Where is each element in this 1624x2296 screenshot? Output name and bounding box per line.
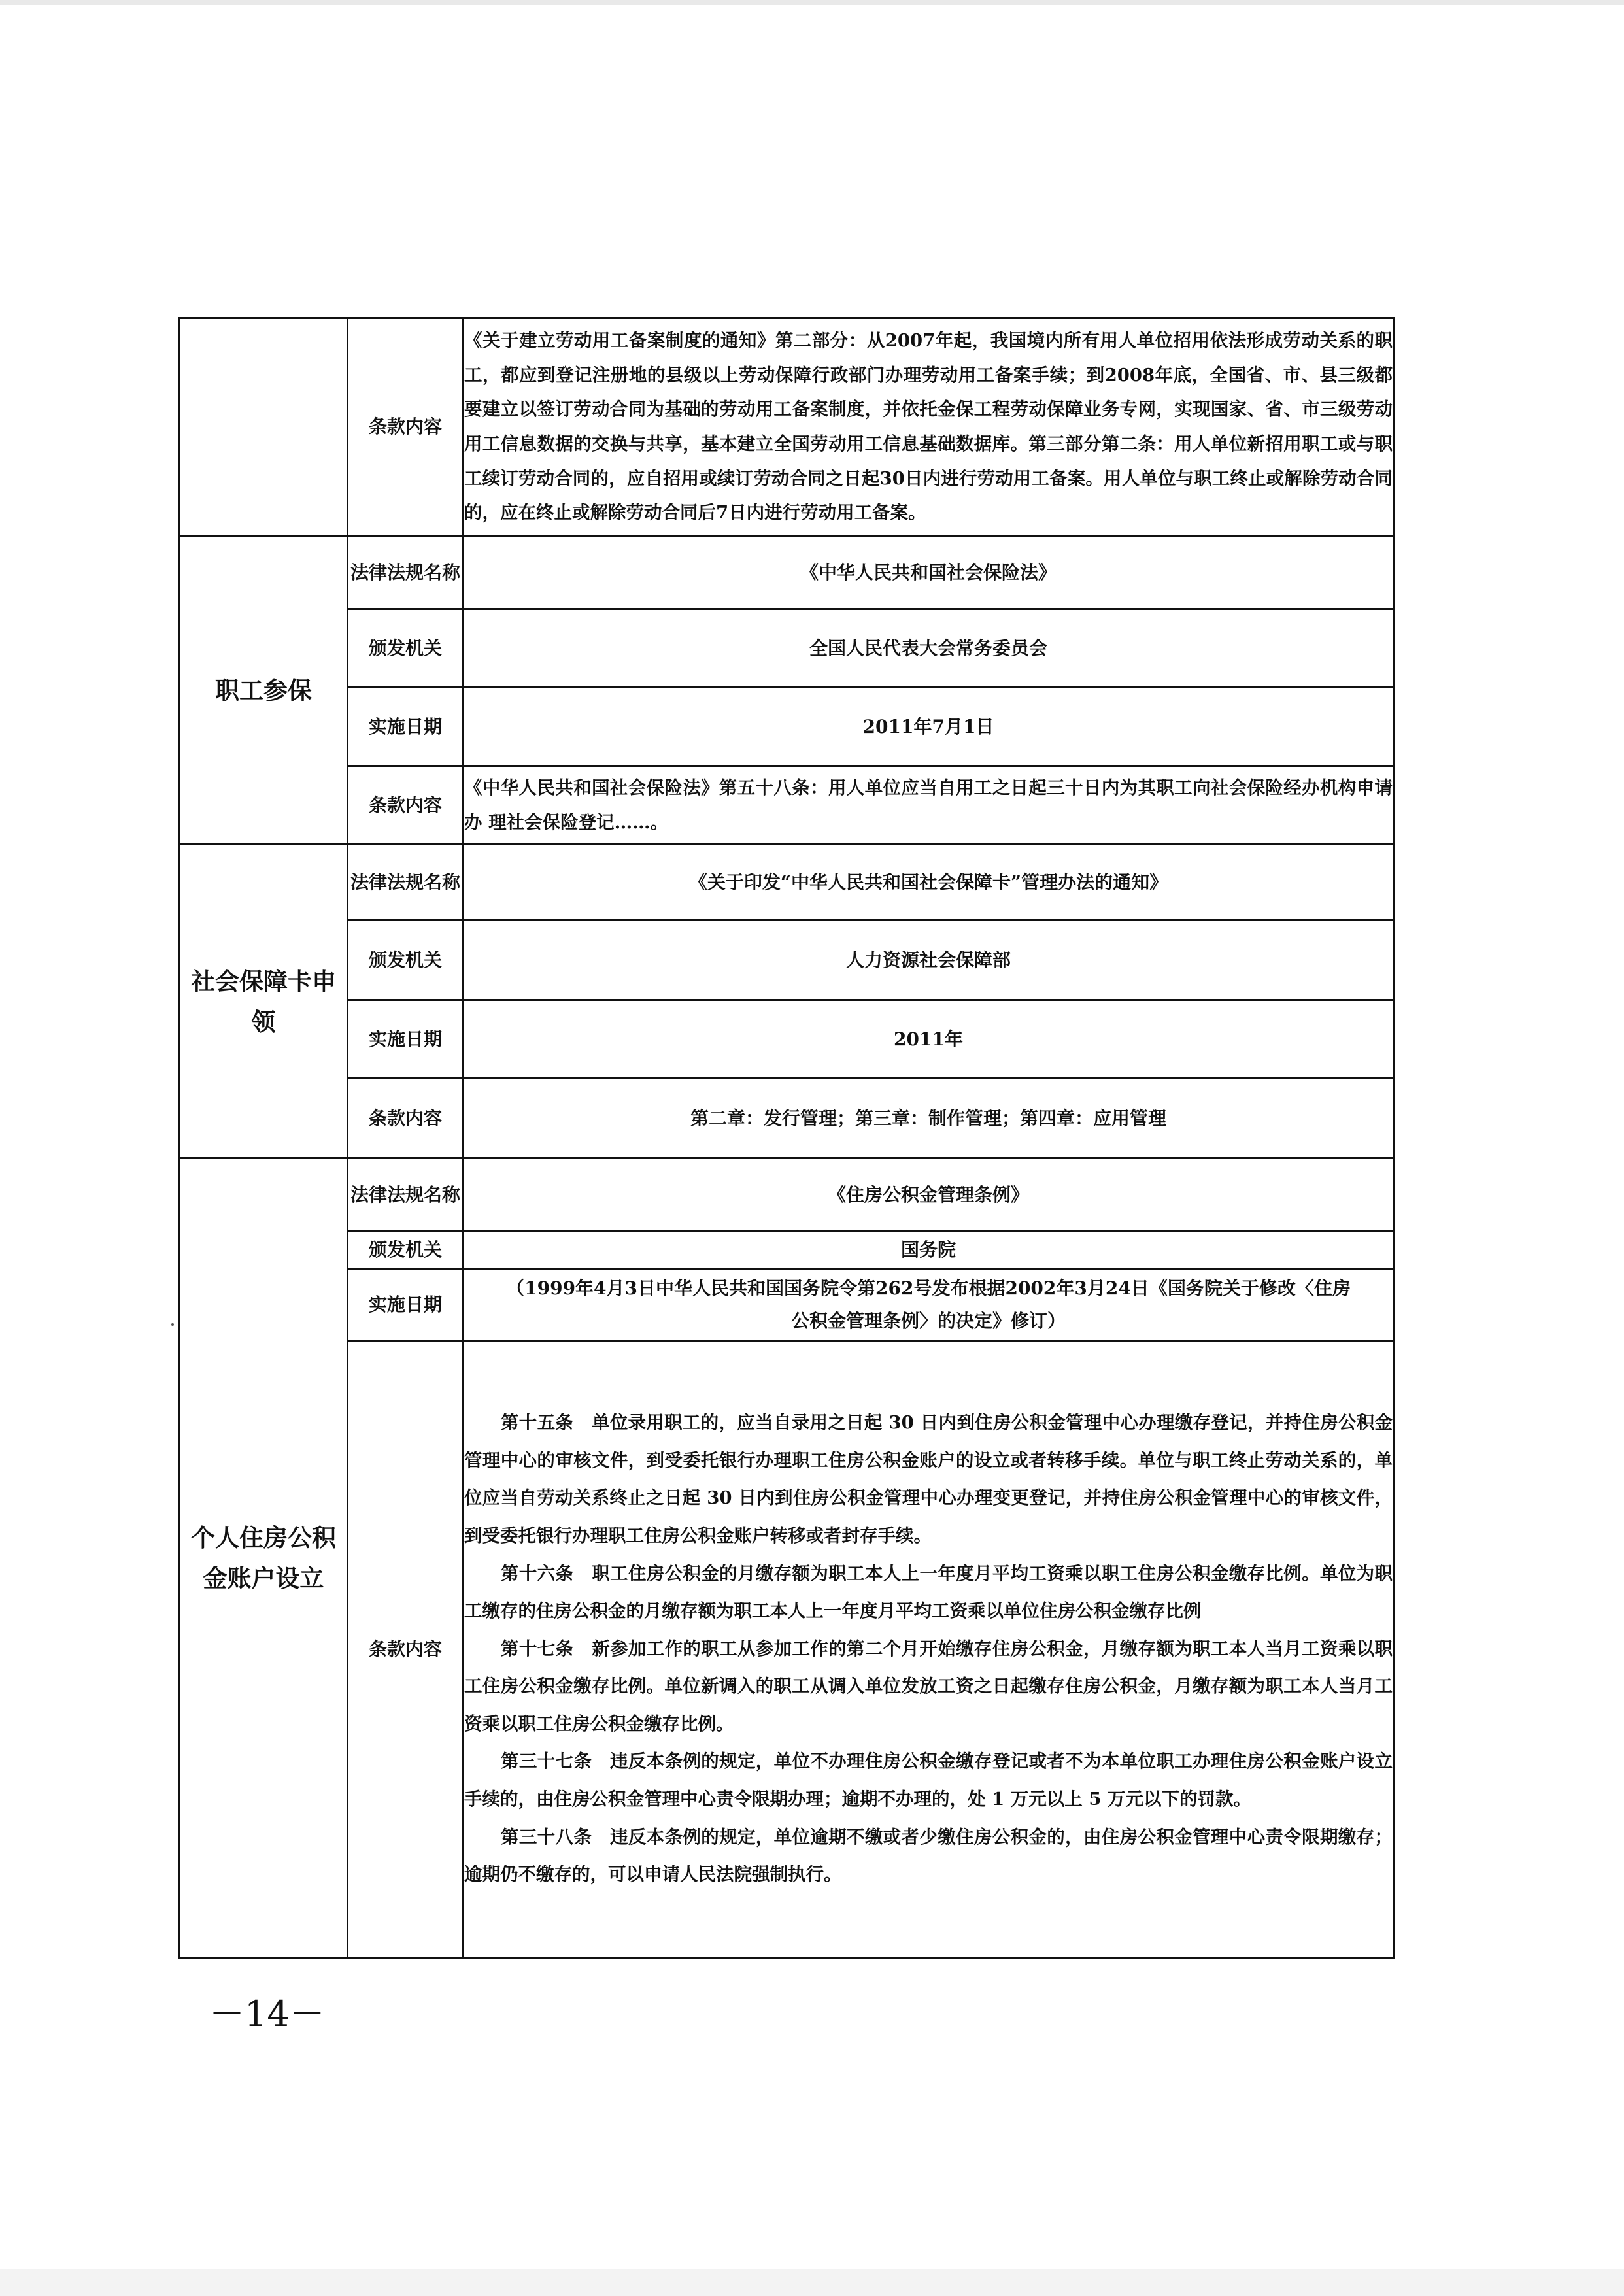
table-row: [180, 609, 1394, 688]
law-name: 《住房公积金管理条例》: [464, 1158, 1394, 1232]
clause-content: 第二章：发行管理；第三章：制作管理；第四章：应用管理: [464, 1079, 1394, 1158]
row-label: 法律法规名称: [348, 536, 464, 609]
clause-paragraph: 第三十七条 违反本条例的规定，单位不办理住房公积金缴存登记或者不为本单位职工办理住房公积金账户设立手续的，由住房公积金管理中心责令限期办理；逾期不办理的，处 1 万元以上 5 万元以下的罚款。: [464, 1751, 1393, 1810]
table-row: [180, 1232, 1394, 1269]
row-label: 条款内容: [348, 766, 464, 845]
row-label: 实施日期: [348, 688, 464, 766]
clause-paragraph: 第十五条 单位录用职工的，应当自录用之日起 30 日内到住房公积金管理中心办理缴存登记，并持住房公积金管理中心的审核文件，到受委托银行办理职工住房公积金账户的设立或者转移手续。单位与职工终止劳动关系的，单位应当自劳动关系终止之日起 30 日内到住房公积金管理中心办理变更登记，并持住房公积金管理中心的审核文件，到受委托银行办理职工住房公积金账户转移或者封存手续。: [464, 1412, 1393, 1546]
table-row: [180, 1269, 1394, 1341]
clause-paragraph: 第三十八条 违反本条例的规定，单位逾期不缴或者少缴住房公积金的，由住房公积金管理中心责令限期缴存；逾期仍不缴存的，可以申请人民法院强制执行。: [464, 1826, 1393, 1885]
table-row: [180, 1341, 1394, 1958]
clause-paragraph: 第十六条 职工住房公积金的月缴存额为职工本人上一年度月平均工资乘以职工住房公积金缴存比例。单位为职工缴存的住房公积金的月缴存额为职工本人上一年度月平均工资乘以单位住房公积金缴存比例: [464, 1562, 1393, 1622]
table-row: [180, 1158, 1394, 1232]
clause-paragraph: 第十七条 新参加工作的职工从参加工作的第二个月开始缴存住房公积金，月缴存额为职工本人当月工资乘以职工住房公积金缴存比例。单位新调入的职工从调入单位发放工资之日起缴存住房公积金，月缴存额为职工本人当月工资乘以职工住房公积金缴存比例。: [464, 1638, 1393, 1734]
table-row: [180, 766, 1394, 845]
clause-content: [464, 318, 1394, 536]
clause-content: [464, 766, 1394, 845]
row-label: 法律法规名称: [348, 1158, 464, 1232]
law-name: 《中华人民共和国社会保险法》: [464, 536, 1394, 609]
row-label: 实施日期: [348, 1269, 464, 1341]
category-cell: [180, 318, 348, 536]
row-label: 颁发机关: [348, 1232, 464, 1269]
issuing-authority: 全国人民代表大会常务委员会: [464, 609, 1394, 688]
category-cell: 职工参保: [180, 536, 348, 845]
table-row: [180, 1079, 1394, 1158]
row-label: 条款内容: [348, 1079, 464, 1158]
regulation-table: [178, 317, 1395, 1959]
row-label: 颁发机关: [348, 920, 464, 1000]
category-cell: 个人住房公积金账户设立: [180, 1158, 348, 1958]
row-label: 实施日期: [348, 1000, 464, 1079]
scan-edge-top: [0, 0, 1624, 5]
effective-date: 2011年7月1日: [464, 688, 1394, 766]
row-label: 颁发机关: [348, 609, 464, 688]
table-row: [180, 688, 1394, 766]
table-row: [180, 1000, 1394, 1079]
scan-edge-bottom: [0, 2269, 1624, 2296]
table-row: [180, 845, 1394, 920]
scan-speck: [171, 1323, 174, 1326]
effective-date: （1999年4月3日中华人民共和国国务院令第262号发布根据2002年3月24日《国务院关于修改〈住房公积金管理条例〉的决定》修订）: [464, 1269, 1394, 1341]
row-label: 条款内容: [348, 1341, 464, 1958]
table-row: [180, 920, 1394, 1000]
category-cell: 社会保障卡申领: [180, 845, 348, 1158]
clause-paragraph: 《中华人民共和国社会保险法》第五十八条：用人单位应当自用工之日起三十日内为其职工向社会保险经办机构申请办 理社会保险登记……。: [464, 777, 1393, 833]
law-name: 《关于印发“中华人民共和国社会保障卡”管理办法的通知》: [464, 845, 1394, 920]
clause-content: [464, 1341, 1394, 1958]
clause-paragraph: 《关于建立劳动用工备案制度的通知》第二部分：从2007年起，我国境内所有用人单位招用依法形成劳动关系的职工，都应到登记注册地的县级以上劳动保障行政部门办理劳动用工备案手续；到2008年底，全国省、市、县三级都要建立以签订劳动合同为基础的劳动用工备案制度，并依托金保工程劳动保障业务专网，实现国家、省、市三级劳动用工信息数据的交换与共享，基本建立全国劳动用工信息基础数据库。第三部分第二条：用人单位新招用职工或与职工续订劳动合同的，应自招用或续订劳动合同之日起30日内进行劳动用工备案。用人单位与职工终止或解除劳动合同的，应在终止或解除劳动合同后7日内进行劳动用工备案。: [464, 329, 1393, 524]
row-label: 法律法规名称: [348, 845, 464, 920]
page-number: －14－: [209, 1993, 325, 2034]
effective-date: 2011年: [464, 1000, 1394, 1079]
issuing-authority: 国务院: [464, 1232, 1394, 1269]
table-row: [180, 536, 1394, 609]
row-label: 条款内容: [348, 318, 464, 536]
table-row: [180, 318, 1394, 536]
issuing-authority: 人力资源社会保障部: [464, 920, 1394, 1000]
